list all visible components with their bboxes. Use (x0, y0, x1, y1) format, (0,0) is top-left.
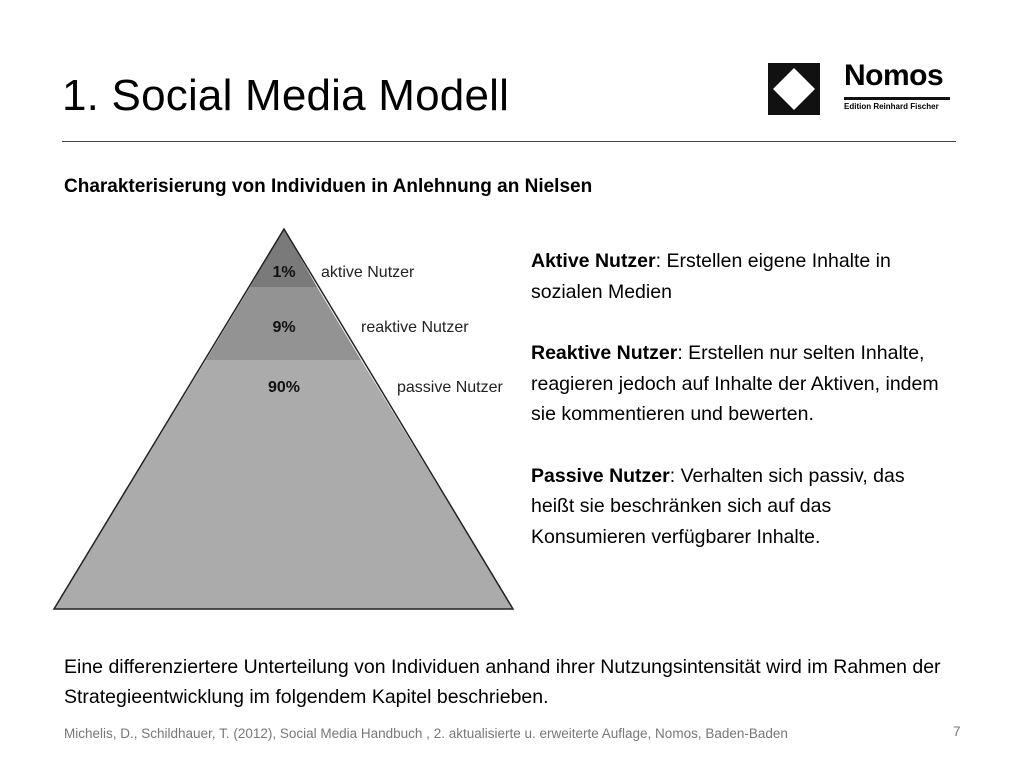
pyramid-tier-passive (54, 360, 513, 609)
term-reaktive: Reaktive Nutzer (531, 342, 678, 364)
tier-label-passive: passive Nutzer (397, 379, 503, 396)
term-passive: Passive Nutzer (531, 464, 670, 487)
tier-label-aktive: aktive Nutzer (321, 264, 415, 281)
term-aktive: Aktive Nutzer (531, 250, 656, 272)
user-pyramid-diagram (50, 226, 525, 612)
slide-title: 1. Social Media Modell (62, 71, 510, 120)
tier-percent-aktive: 1% (272, 264, 296, 281)
description-reaktive (531, 338, 951, 430)
user-type-descriptions (531, 246, 951, 583)
section-subheading: Charakterisierung von Individuen in Anlehnung an Nielsen (64, 176, 593, 197)
footer-citation: Michelis, D., Schildhauer, T. (2012), Social Media Handbuch , 2. aktualisierte u. erweiterte Auflage, Nomos, Baden-Baden (64, 726, 788, 741)
description-passive (531, 461, 951, 553)
page-number: 7 (953, 724, 961, 739)
logo-name: Nomos (844, 59, 944, 92)
description-aktive (531, 246, 951, 307)
text-passive: : Verhalten sich passiv, das heißt sie beschränken sich auf das Konsumieren verfügbarer Inhalte. (531, 464, 905, 548)
text-reaktive: : Erstellen nur selten Inhalte, reagieren jedoch auf Inhalte der Aktiven, indem sie kommentieren und bewerten. (531, 342, 939, 425)
summary-text: Eine differenziertere Unterteilung von Individuen anhand ihrer Nutzungsintensität wird im Rahmen der Strategieentwicklung im folgendem Kapitel beschrieben. (64, 656, 941, 708)
nomos-diamond-icon (768, 63, 820, 115)
nomos-logo (768, 59, 954, 117)
text-aktive: : Erstellen eigene Inhalte in sozialen Medien (531, 250, 891, 303)
title-divider (62, 141, 956, 142)
logo-divider (844, 97, 950, 100)
logo-subtitle: Edition Reinhard Fischer (844, 102, 939, 111)
tier-percent-passive: 90% (267, 379, 301, 396)
tier-label-reaktive: reaktive Nutzer (361, 319, 469, 336)
tier-percent-reaktive: 9% (272, 319, 296, 336)
